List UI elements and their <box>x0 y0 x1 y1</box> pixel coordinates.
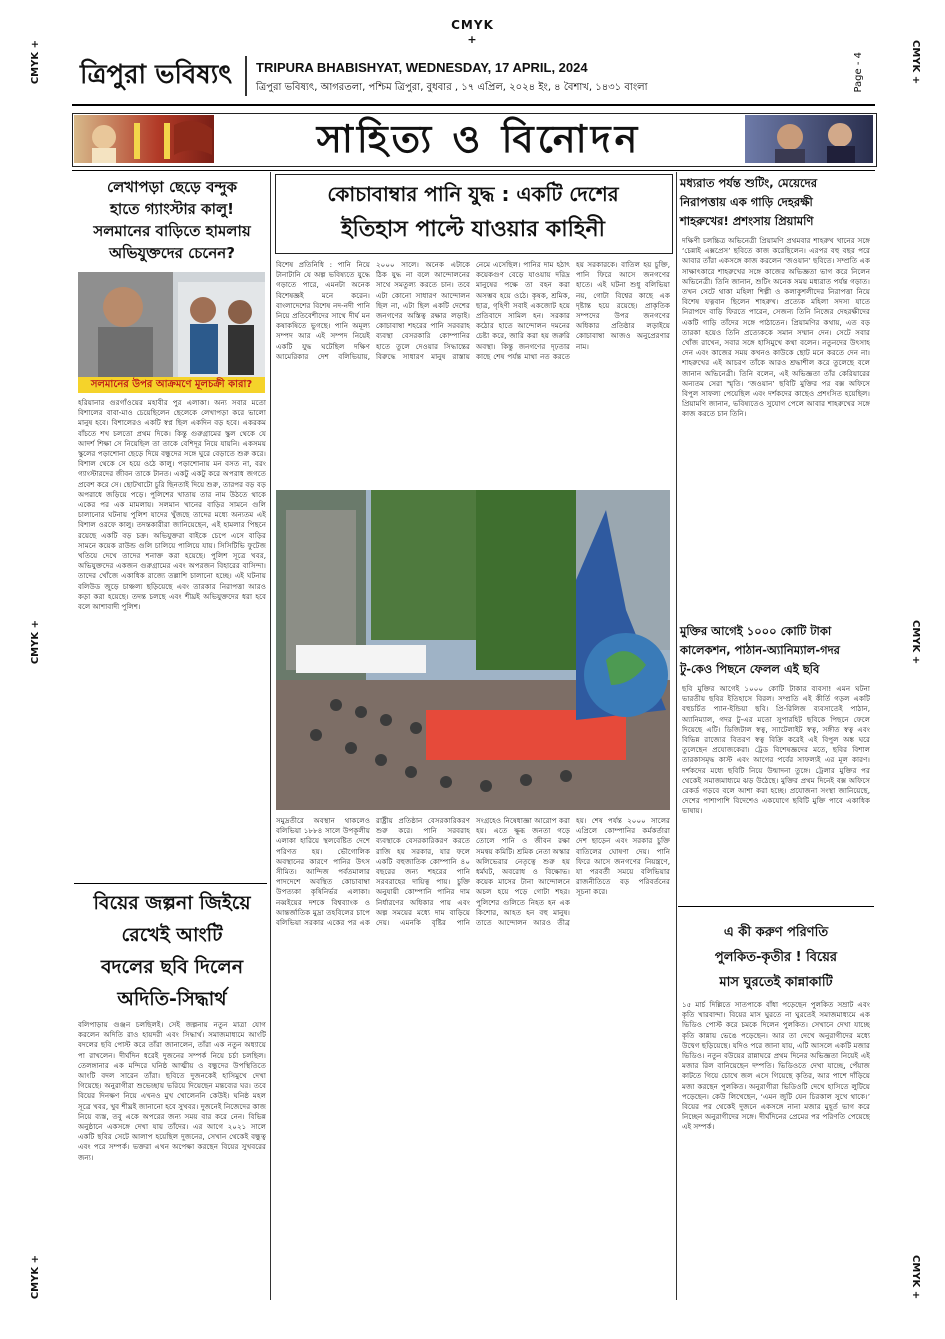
salman-khan-photo <box>78 272 265 377</box>
masthead-dateline-en: TRIPURA BHABISHYAT, WEDNESDAY, 17 APRIL, 2024 <box>256 60 588 75</box>
column-rule-right <box>676 172 677 1300</box>
left-article-separator <box>74 883 267 884</box>
left-top-headline: লেখাপড়া ছেড়ে বন্দুক হাতে গ্যাংস্টার কালু! সলমানের বাড়িতে হামলায় অভিযুক্তদের চেনেন? <box>93 178 251 262</box>
right-middle-body: ছবি মুক্তির আগেই ১০০০ কোটি টাকার ব্যবসা! এমন ঘটনা ভারতীয় ছবির ইতিহাসে বিরল। সম্প্রতি এই কীর্তি গড়ল একটি বহুচর্চিত প্যান-ইন্ডিয়া ছবি। প্রি-রিলিজ ব্যবসাতেই পাঠান, অ্যানিম্যাল, গদর টু-এর মতো সুপারহিট ছবিকে পিছনে ফেলে দিয়েছে এটি। ডিজিটাল স্বত্ব, স্যাটেলাইট স্বত্ব, সঙ্গীত স্বত্ব এবং বিভিন্ন রাজ্যের বিতরণ স্বত্ব বিক্রি করেই এই বিপুল অঙ্ক ঘরে তুলেছেন প্রযোজকেরা। ট্রেড বিশেষজ্ঞদের মতে, ছবির বিশাল তারকাসমৃদ্ধ কাস্ট এবং আগের পর্বের সাফল্যই এর মূল কারণ। দর্শকদের মধ্যে ছবিটি নিয়ে উন্মাদনা তুঙ্গে। ট্রেলার মুক্তির পর থেকেই সমাজমাধ্যমে ঝড় উঠেছে। মুক্তির প্রথম দিনেই বক্স অফিসে রেকর্ড গড়বে বলে আশা করা হচ্ছে। প্রযোজনা সংস্থা জানিয়েছে, দেশের পাশাপাশি বিদেশেও একযোগে ছবিটি মুক্তি পাবে একাধিক ভাষায়। <box>682 684 870 816</box>
portrait-illustration-left <box>74 115 214 163</box>
page-number: Page - 4 <box>853 52 864 93</box>
masthead-title: ত্রিপুরা ভবিষ্যৎ <box>80 60 233 90</box>
news-photo-illustration <box>78 272 265 377</box>
cmyk-mark-right-mid: CMYK + <box>910 620 921 665</box>
cmyk-mark-top: CMYK + <box>451 18 494 46</box>
right-bottom-body: ১৫ মার্চ দিল্লিতে সাতপাকে বাঁধা পড়েছেন পুলকিত সম্রাট এবং কৃতি খারবান্দা। বিয়ের মাস ঘুরতে না ঘুরতেই সমাজমাধ্যমে এক ভিডিও পোস্ট করে চমকে দিলেন পুলকিত। সেখানে দেখা যাচ্ছে কৃতি কান্নায় ভেঙে পড়েছেন। আর তা দেখে অনুরাগীদের মধ্যে উদ্বেগ ছড়িয়েছে। যদিও পরে জানা যায়, এটি আসলে একটি মজার ভিডিও। নতুন বউয়ের রান্নাঘরে প্রথম দিনের অভিজ্ঞতা নিয়েই এই মজার রিল বানিয়েছেন দম্পতি। ভিডিওতে দেখা যাচ্ছে, পেঁয়াজ কাটতে গিয়ে চোখে জল এসে গিয়েছে কৃতির, আর পাশে দাঁড়িয়ে মজা করছেন পুলকিত। অনুরাগীরা ভিডিওটি দেখে হাসিতে লুটিয়ে পড়েছেন। কেউ লিখেছেন, ‘এমন জুটি যেন চিরকাল সুখে থাকে।’ বিয়ের পর থেকেই দুজনে একসঙ্গে নানা মজার মুহূর্ত ভাগ করে নিচ্ছেন অনুরাগীদের সঙ্গে। দীর্ঘদিনের প্রেমের পর পরিণতি পেয়েছে এই সম্পর্ক। <box>682 1000 870 1132</box>
left-top-body: হরিয়ানার গুরগাঁওয়ের মহাবীর পুর এলাকা। অন্য সবার মতো বিশালের বাবা-মাও চেয়েছিলেন ছেলেকে লেখাপড়া করে ভালো মানুষ হবে। বিশালেরও একটি স্বপ্ন ছিল একদিন বড় হবে। একরকম বাঁচতে শখ চলতো প্রথম দিকে। কিন্তু গুরুগ্রামের স্কুল থেকে যে আদর্শ শিক্ষা সে নিয়েছিল তা তাকে বেশিদূর নিয়ে যায়নি। একসময় স্কুলের পড়াশোনা ছেড়ে দিয়ে বন্ধুদের সঙ্গে ঘুরে বেড়াতে শুরু করে। বিশাল থেকে সে হয়ে ওঠে কালু। পড়াশোনায় মন বসত না, বরং গ্যাংস্টারদের জীবন তাকে টানত। একটু একটু করে অপরাধ জগতে প্রবেশ করে সে। ছোটখাটো চুরি ছিনতাই দিয়ে শুরু, তারপর বড় বড় অপরাধে জড়িয়ে পড়ে। পুলিশের খাতায় তার নাম উঠতে থাকে একের পর এক মামলায়। সলমান খানের বাড়ির সামনে গুলি চালানোর ঘটনায় পুলিশ যাদের খুঁজছে তাদের মধ্যে অন্যতম এই বিশাল ওরফে কালু। তদন্তকারীরা জানিয়েছেন, এই হামলার পিছনে রয়েছে একটি বড় চক্র। অভিযুক্তরা বাইকে চেপে এসে বাড়ির সামনে কয়েক রাউন্ড গুলি চালিয়ে পালিয়ে যায়। সিসিটিভি ফুটেজ খতিয়ে দেখে তাদের শনাক্ত করা হয়েছে। পুলিশ সূত্রে খবর, অভিযুক্তদের একজন গুরুগ্রামের এবং অপরজন বিহারের বাসিন্দা। তাদের খোঁজে একাধিক রাজ্যে তল্লাশি চালানো হচ্ছে। এই ঘটনায় বলিউড জুড়ে চাঞ্চল্য ছড়িয়েছে এবং তারকার নিরাপত্তা আরও কড়া করা হয়েছে। তদন্ত চলছে এবং শীঘ্রই অভিযুক্তদের ধরা হবে বলে আশাবাদী পুলিশ। <box>78 398 266 612</box>
masthead-dateline-bn: ত্রিপুরা ভবিষ্যৎ, আগরতলা, পশ্চিম ত্রিপুরা, বুধবার , ১৭ এপ্রিল, ২০২৪ ইং, ৪ বৈশাখ, ১৪৩১ বাংলা <box>256 82 648 93</box>
protest-photo-illustration <box>276 490 670 810</box>
masthead-divider <box>245 56 247 96</box>
section-title: সাহিত্য ও বিনোদন <box>316 117 642 161</box>
right-top-headline: মধ্যরাত পর্যন্ত শুটিং, মেয়েদের নিরাপত্তায় এক গাড়ি দেহরক্ষী শাহরুখের! প্রশংসায় প্রিয়ামণি <box>680 176 818 228</box>
right-middle-headline: মুক্তির আগেই ১০০০ কোটি টাকা কালেকশন, পাঠান-অ্যানিম্যাল-গদর টু-কেও পিছনে ফেলল এই ছবি <box>680 624 841 676</box>
banner-left-artwork <box>74 115 214 163</box>
banner-rule <box>72 170 875 171</box>
left-bottom-body: বলিপাড়ায় গুঞ্জন চলছিলই। সেই জল্পনায় নতুন মাত্রা যোগ করলেন অদিতি রাও হায়দরী এবং সিদ্ধার্থ। সমাজমাধ্যমে আংটি বদলের ছবি পোস্ট করে তাঁরা জানালেন, তাঁরা এক নতুন অধ্যায়ে পা রাখলেন। দীর্ঘদিন ধরেই দুজনের সম্পর্ক নিয়ে চর্চা চলছিল। তেলঙ্গানার এক মন্দিরে ঘনিষ্ঠ আত্মীয় ও বন্ধুদের উপস্থিতিতে আংটি বদল সারেন তাঁরা। ছবিতে দুজনকেই হাসিমুখে দেখা গিয়েছে। অনুরাগীরা শুভেচ্ছায় ভরিয়ে দিয়েছেন মন্তব্যের ঘর। তবে বিয়ের দিনক্ষণ নিয়ে এখনও মুখ খোলেননি কেউই। ঘনিষ্ঠ মহল সূত্রে খবর, খুব শীঘ্রই জানানো হবে সুখবর। দুজনেই নিজেদের কাজ নিয়ে ব্যস্ত, তবু একে অপরের জন্য সময় বার করে নেন। বিভিন্ন অনুষ্ঠানে একসঙ্গে দেখা যায় তাঁদের। এর আগে ২০২১ সালে একটি ছবির সেটে আলাপ হয়েছিল দুজনের, সেখান থেকেই বন্ধুত্ব এবং পরে সম্পর্ক। ভক্তরা এখন অপেক্ষা করছেন বিয়ের সুখবরের জন্য। <box>78 1020 266 1162</box>
cmyk-mark-right-top: CMYK + <box>910 40 921 85</box>
cmyk-mark-left-top: CMYK + <box>30 40 41 85</box>
center-body-bottom: সমুদ্রতীরে অবস্থান থাকলেও বলিভিয়া ১৮৮৪ সালে উপকূলীয় এলাকা হারিয়ে স্থলবেষ্টিত দেশে পরিণত হয়। ভৌগোলিক অবস্থানের কারণে পানির উৎস সীমিত। আন্দিজ পর্বতমালার পাদদেশে অবস্থিত কোচাবাম্বা উপত্যকা কৃষিনির্ভর এলাকা। নব্বইয়ের দশকে বিশ্বব্যাংক ও আন্তর্জাতিক মুদ্রা তহবিলের চাপে বলিভিয়া সরকার একের পর এক রাষ্ট্রীয় প্রতিষ্ঠান বেসরকারিকরণ শুরু করে। পানি সরবরাহ ব্যবস্থাকে বেসরকারিকরণ করতে রাজি হয় সরকার, যার ফলে একটি বহুজাতিক কোম্পানি ৪০ বছরের জন্য শহরের পানি সরবরাহের দায়িত্ব পায়। চুক্তি অনুযায়ী কোম্পানি পানির দাম নির্ধারণের অধিকার পায় এবং অল্প সময়ের মধ্যে দাম বাড়িয়ে দেয়। এমনকি বৃষ্টির পানি সংগ্রহেও নিষেধাজ্ঞা আরোপ করা হয়। এতে ক্ষুব্ধ জনতা গড়ে তোলে পানি ও জীবন রক্ষা সমন্বয় কমিটি। শ্রমিক নেতা অস্কার অলিভেরার নেতৃত্বে শুরু হয় ধর্মঘট, অবরোধ ও বিক্ষোভ। কয়েক মাসের টানা আন্দোলনে অচল হয়ে পড়ে গোটা শহর। পুলিশের গুলিতে নিহত হন এক কিশোর, আহত হন বহু মানুষ। তাতে আন্দোলন আরও তীব্র হয়। শেষ পর্যন্ত ২০০০ সালের এপ্রিলে কোম্পানির কর্মকর্তারা দেশ ছাড়েন এবং সরকার চুক্তি বাতিলের ঘোষণা দেয়। পানি ফিরে আসে জনগণের নিয়ন্ত্রণে, যা পরবর্তী সময়ে বলিভিয়ার রাজনীতিতে বড় পরিবর্তনের সূচনা করে। <box>276 816 670 928</box>
cmyk-mark-left-mid: CMYK + <box>30 620 41 665</box>
center-headline: কোচাবাম্বার পানি যুদ্ধ : একটি দেশের ইতিহাস পাল্টে যাওয়ার কাহিনী <box>327 182 619 242</box>
left-bottom-headline: বিয়ের জল্পনা জিইয়ে রেখেই আংটি বদলের ছবি দিলেন অদিতি-সিদ্ধার্থ <box>93 892 251 1010</box>
center-body-top: বিশেষ প্রতিনিধি : পানি নিয়ে টানাটানি যে অল্প ভবিষ্যতে যুদ্ধে গড়াতে পারে, এমনটা অনেক বিশেষজ্ঞই মনে করেন। বাংলাদেশের বিশেষ নদ-নদী পানি নিয়ে প্রতিবেশীদের সাথে দীর্ঘ মন কষাকষিতে ভুগছে। পানি অমূল্য সম্পদ আর এই সম্পদ নিয়েই একটি যুদ্ধ ঘটেছিল দক্ষিণ আমেরিকার দেশ বলিভিয়ায়, ২০০০ সালে। অনেক এটাকে ঠিক যুদ্ধ না বলে আন্দোলনের সাথে সমতুল্য করতে চান। তবে এটা কোনো সাধারণ আন্দোলন ছিল না, এটা ছিল একটি দেশের জনগণের অস্তিত্ব রক্ষার লড়াই। কোচাবাম্বা শহরের পানি সরবরাহ ব্যবস্থা বেসরকারি কোম্পানির হাতে তুলে দেওয়ার সিদ্ধান্তের বিরুদ্ধে সাধারণ মানুষ রাস্তায় নেমে এসেছিল। পানির দাম হঠাৎ কয়েকগুণ বেড়ে যাওয়ায় দরিদ্র মানুষের পক্ষে তা বহন করা অসম্ভব হয়ে ওঠে। কৃষক, শ্রমিক, ছাত্র, গৃহিণী সবাই একজোট হয়ে প্রতিবাদে সামিল হন। সরকার কঠোর হাতে আন্দোলন দমনের চেষ্টা করে, জারি করা হয় জরুরি অবস্থা। কিন্তু জনগণের দৃঢ়তার কাছে শেষ পর্যন্ত মাথা নত করতে হয় সরকারকে। বাতিল হয় চুক্তি, পানি ফিরে আসে জনগণের হাতে। এই ঘটনা শুধু বলিভিয়া নয়, গোটা বিশ্বের কাছে এক দৃষ্টান্ত হয়ে রয়েছে। প্রাকৃতিক সম্পদের উপর জনগণের অধিকার প্রতিষ্ঠার লড়াইয়ে কোচাবাম্বা আজও অনুপ্রেরণার নাম। <box>276 260 670 361</box>
cmyk-mark-right-bottom: CMYK + <box>910 1255 921 1300</box>
protest-photo <box>276 490 670 810</box>
right-bottom-headline: এ কী করুণ পরিণতি পুলকিত-কৃতীর ! বিয়ের মাস ঘুরতেই কান্নাকাটি <box>714 925 838 990</box>
cmyk-mark-left-bottom: CMYK + <box>30 1255 41 1300</box>
right-article-separator <box>678 906 874 907</box>
column-rule-left <box>270 172 271 1300</box>
right-top-body: দক্ষিণী চলচ্চিত্র অভিনেত্রী প্রিয়ামণি প্রথমবার শাহরুখ খানের সঙ্গে ‘চেন্নাই এক্সপ্রেস’ ছবিতে কাজ করেছিলেন। এরপর বহু বছর পরে আবার তাঁরা একসঙ্গে কাজ করলেন ‘জওয়ান’ ছবিতে। সম্প্রতি এক সাক্ষাৎকারে শাহরুখের সঙ্গে কাজের অভিজ্ঞতা ভাগ করে নিলেন অভিনেত্রী। তিনি জানান, শুটিং অনেক সময় মধ্যরাত পর্যন্ত গড়াত। তখন সেটে থাকা মহিলা শিল্পী ও কলাকুশলীদের নিরাপত্তা নিয়ে বিশেষ যত্নবান ছিলেন শাহরুখ। প্রত্যেক মহিলা সদস্য যাতে নিরাপদে বাড়ি ফিরতে পারেন, সেজন্য তিনি নিজের দেহরক্ষীদের একটি গাড়ি তাঁদের সঙ্গে পাঠাতেন। প্রিয়ামণির কথায়, এত বড় তারকা হয়েও তিনি প্রত্যেককে সমান সম্মান দেন। সেটে সবার খোঁজ রাখেন, সবার সঙ্গে হাসিমুখে কথা বলেন। নতুনদের উৎসাহ দেন এবং কাজের সময় কখনও কাউকে ছোট মনে করতে দেন না। শাহরুখের এই আচরণ তাঁকে আরও শ্রদ্ধাশীল করে তুলেছে বলে জানান অভিনেত্রী। তিনি বলেন, এই অভিজ্ঞতা তাঁর কেরিয়ারের অন্যতম সেরা স্মৃতি। ‘জওয়ান’ ছবিটি মুক্তির পর বক্স অফিসে বিপুল সাফল্য পেয়েছিল এবং দর্শকদের কাছেও প্রশংসিত হয়েছিল। প্রিয়ামণি জানান, ভবিষ্যতেও সুযোগ পেলে আবার শাহরুখের সঙ্গে কাজ করতে চান তিনি। <box>682 236 870 419</box>
portrait-photo-right <box>745 115 873 163</box>
masthead-rule <box>72 104 875 106</box>
banner-right-artwork <box>745 115 873 163</box>
photo-caption: সলমানের উপর আক্রমণে মূলচক্রী কারা? <box>78 377 265 393</box>
